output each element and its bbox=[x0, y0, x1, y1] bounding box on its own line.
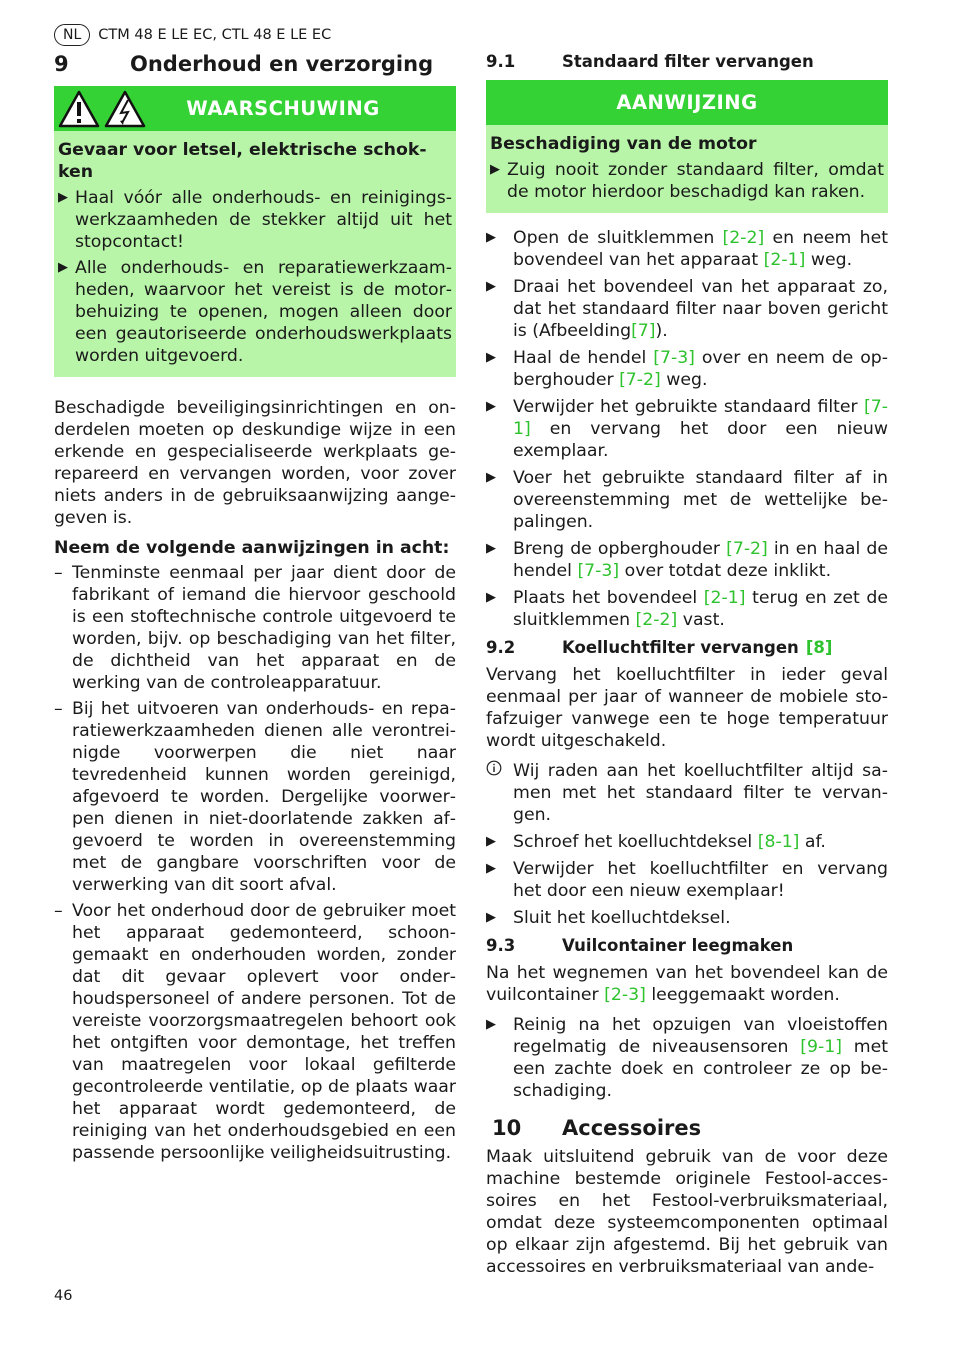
triangle-bullet-icon: ▶ bbox=[486, 910, 496, 925]
warning-box bbox=[54, 86, 456, 377]
triangle-bullet-icon: ▶ bbox=[58, 190, 68, 205]
figure-reference: [7-1] bbox=[513, 397, 888, 439]
triangle-bullet-icon: ▶ bbox=[486, 230, 496, 245]
warning-title: Gevaar voor letsel, elektrische schokken bbox=[58, 140, 427, 182]
warning-header bbox=[54, 86, 456, 131]
triangle-bullet-icon: ▶ bbox=[486, 590, 496, 605]
triangle-bullet-icon: ▶ bbox=[486, 399, 496, 414]
paragraph: Maak uitsluitend gebruik van de voor deze machine bestemde originele Festool-accessoires en het Festool-verbruiksmateriaal, omdat deze systeemcomponenten optimaal op elkaar zijn afgestemd. Bij het gebruik van accessoires en verbruiksmateriaal van ande- bbox=[486, 1147, 888, 1277]
warning-item: ▶ Alle onderhouds- en reparatiewerkzaamheden, waarvoor het vereist is de motorbehuizing te openen, mogen alleen door een geautoriseerde onderhoudswerkplaats worden uitgevoerd. bbox=[58, 258, 452, 366]
triangle-bullet-icon: ▶ bbox=[486, 541, 496, 556]
figure-reference: [8] bbox=[805, 638, 833, 657]
figure-reference: [7-3] bbox=[577, 561, 620, 581]
section-title: Onderhoud en verzorging bbox=[130, 52, 434, 76]
section-9-3-heading: 9.3 Vuilcontainer leegmaken bbox=[486, 936, 794, 955]
triangle-bullet-icon: ▶ bbox=[486, 350, 496, 365]
triangle-bullet-icon: ▶ bbox=[486, 834, 496, 849]
step-item: ▶ Verwijder het gebruikte standaard filter [7-1] en vervang het door een nieuw exemplaar. bbox=[486, 397, 888, 461]
language-badge: NL bbox=[54, 24, 90, 46]
warning-triangle-icon bbox=[58, 90, 100, 128]
figure-reference: [2-2] bbox=[722, 228, 765, 248]
section-9-2-heading: 9.2 Koelluchtfilter vervangen [8] bbox=[486, 636, 888, 660]
info-icon bbox=[486, 760, 513, 826]
section-10-heading: 10 Accessoires bbox=[492, 1116, 702, 1140]
dash-item: – Tenminste eenmaal per jaar dient door de fabrikant of iemand die hiervoor geschoold is een stoftechnische controle uitgevoerd te worden, bijv. op beschadiging van het filter, de dichtheid van het apparaat en de werking van de controleapparatuur. bbox=[54, 563, 456, 693]
left-column bbox=[54, 50, 456, 1168]
figure-reference: [8-1] bbox=[757, 832, 800, 852]
note-item: ▶ Zuig nooit zonder standaard filter, omdat de motor hierdoor beschadigd kan raken. bbox=[490, 160, 884, 202]
warning-label: WAARSCHUWING bbox=[186, 96, 380, 120]
section-number: 9 bbox=[54, 52, 69, 76]
paragraph: Na het wegnemen van het bovendeel kan de vuilcontainer [2-3] leeggemaakt worden. bbox=[486, 963, 888, 1005]
steps-9-3 bbox=[486, 1014, 888, 1102]
step-item: ▶ Verwijder het koelluchtfilter en vervang het door een nieuw exemplaar! bbox=[486, 859, 888, 901]
triangle-bullet-icon: ▶ bbox=[490, 162, 500, 177]
figure-reference: [7-2] bbox=[619, 370, 661, 390]
note-title: Beschadiging van de motor bbox=[490, 134, 757, 154]
figure-reference: [2-1] bbox=[703, 588, 746, 608]
triangle-bullet-icon: ▶ bbox=[486, 279, 496, 294]
figure-reference: [7] bbox=[631, 321, 656, 341]
note-label: AANWIJZING bbox=[616, 90, 758, 114]
model-name: CTM 48 E LE EC, CTL 48 E LE EC bbox=[98, 27, 332, 43]
step-item: ▶ Open de sluitklemmen [2-2] en neem het bovendeel van het apparaat [2-1] weg. bbox=[486, 228, 888, 270]
note-box bbox=[486, 80, 888, 213]
section-9-1-heading: 9.1 Standaard filter vervangen bbox=[486, 52, 814, 71]
figure-reference: [7-2] bbox=[726, 539, 768, 559]
note-header bbox=[486, 80, 888, 125]
step-item: ▶ Reinig na het opzuigen van vloeistoffen regelmatig de niveausensoren [9-1] met een zachte doek en controleer ze op beschadiging. bbox=[486, 1015, 888, 1101]
figure-reference: [7-3] bbox=[653, 348, 695, 368]
step-item: ▶ Haal de hendel [7-3] over en neem de opberghouder [7-2] weg. bbox=[486, 348, 888, 390]
figure-reference: [2-3] bbox=[604, 985, 646, 1005]
section-9-heading bbox=[54, 50, 456, 78]
paragraph: Beschadigde beveiligingsinrichtingen en onderdelen moeten op deskundige wijze in een erkende en gespecialiseerde werkplaats gerepareerd en vervangen worden, voor zover niets anders in de gebruiksaanwijzing aangegeven is. bbox=[54, 398, 456, 528]
bold-heading: Neem de volgende aanwijzingen in acht: bbox=[54, 538, 450, 558]
dash-item: – Bij het uitvoeren van onderhouds- en reparatiewerkzaamheden dienen alle verontreinigde voorwerpen die niet naar tevredenheid kunnen worden gereinigd, afgevoerd te worden. Dergelijke voorwerpen dienen in niet-doorlatende zakken afgevoerd te worden in overeenstemming met de gangbare voorschriften voor de verwerking van dit soort afval. bbox=[54, 699, 456, 895]
step-item: ▶ Draai het bovendeel van het apparaat zo, dat het standaard filter naar boven gericht is (Afbeelding[7]). bbox=[486, 277, 888, 341]
figure-reference: [2-2] bbox=[635, 610, 678, 630]
triangle-bullet-icon: ▶ bbox=[486, 861, 496, 876]
steps-9-2 bbox=[486, 831, 888, 929]
page-number: 46 bbox=[54, 1288, 73, 1304]
figure-reference: [9-1] bbox=[800, 1037, 842, 1057]
step-item: ▶ Sluit het koelluchtdeksel. bbox=[486, 908, 731, 928]
warning-item: ▶ Haal vóór alle onderhouds- en reinigingswerkzaamheden de stekker altijd uit het stopcontact! bbox=[58, 188, 452, 252]
paragraph: Vervang het koelluchtfilter in ieder geval eenmaal per jaar of wanneer de mobiele stofafzuiger vanwege een te hoge temperatuur wordt uitgeschakeld. bbox=[486, 665, 888, 751]
figure-reference: [2-1] bbox=[763, 250, 806, 270]
triangle-bullet-icon: ▶ bbox=[486, 1017, 496, 1032]
triangle-bullet-icon: ▶ bbox=[486, 470, 496, 485]
triangle-bullet-icon: ▶ bbox=[58, 260, 68, 275]
step-item: ▶ Breng de opberghouder [7-2] in en haal de hendel [7-3] over totdat deze inklikt. bbox=[486, 539, 888, 581]
step-item: ▶ Voer het gebruikte standaard filter af in overeenstemming met de wettelijke bepalingen. bbox=[486, 468, 888, 532]
dash-item: – Voor het onderhoud door de gebruiker moet het apparaat gedemonteerd, schoongemaakt en onderhouden worden, zonder dat dit gevaar oplevert voor onderhoudspersoneel of andere personen. Tot de vereiste voorzorgsmaatregelen behoort ook het ontgiften voor demontage, het treffen van maatregelen voor lokaal gefilterde gecontroleerde ventilatie, op de plaats waar het apparaat wordt gedemonteerd, de reiniging van het onderhoudsgebied en een passende persoonlijke veiligheidsuitrusting. bbox=[54, 901, 456, 1163]
page-header bbox=[54, 24, 331, 46]
step-item: ▶ Plaats het bovendeel [2-1] terug en zet de sluitklemmen [2-2] vast. bbox=[486, 588, 888, 630]
electric-hazard-icon bbox=[104, 90, 146, 128]
step-item: ▶ Schroef het koelluchtdeksel [8-1] af. bbox=[486, 832, 826, 852]
right-column bbox=[486, 50, 888, 1286]
steps-9-1 bbox=[486, 227, 888, 631]
info-item: Wij raden aan het koelluchtfilter altijd samen met het standaard filter te vervangen. bbox=[486, 760, 888, 826]
